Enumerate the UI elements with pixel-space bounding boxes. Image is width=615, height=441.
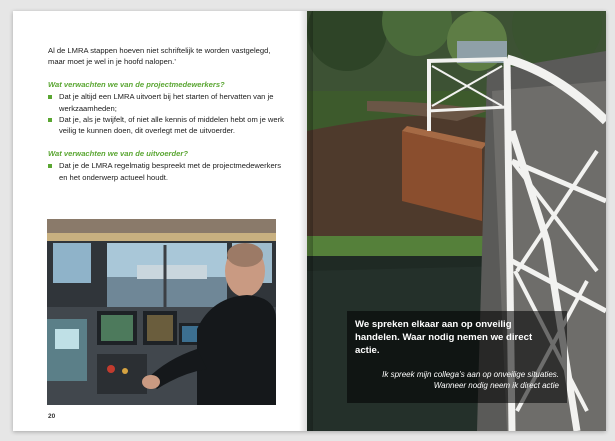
quote-sub: Ik spreek mijn collega’s aan op onveilige situaties. Wanneer nodig neem ik direct actie — [382, 370, 559, 390]
list-item: Dat je de LMRA regelmatig bespreekt met de projectmedewerkers en het onderwerp actueel houdt. — [48, 160, 284, 183]
list-item: Dat je altijd een LMRA uitvoert bij het starten of hervatten van je werkzaamheden; — [48, 91, 284, 114]
booklet-spread — [13, 11, 606, 431]
left-text-block — [48, 45, 284, 194]
projectmedewerkers-list — [48, 91, 284, 137]
left-page — [13, 11, 307, 431]
section-heading-uitvoerder: Wat verwachten we van de uitvoerder? — [48, 148, 188, 158]
section-heading-projectmedewerkers: Wat verwachten we van de projectmedewerkers? — [48, 79, 225, 89]
right-page — [307, 11, 606, 431]
wheelhouse-photo — [47, 219, 276, 405]
list-item: Dat je, als je twijfelt, of niet alle kennis of middelen hebt om je werk veilig te kunnen doen, dit overlegt met de uitvoerder. — [48, 114, 284, 137]
quote-main: We spreken elkaar aan op onveilig handelen. Waar nodig nemen we direct actie. — [355, 319, 533, 356]
uitvoerder-list — [48, 160, 284, 183]
page-number-left: 20 — [48, 413, 56, 420]
quote-box — [347, 311, 567, 403]
intro-paragraph: Al de LMRA stappen hoeven niet schriftelijk te worden vastgelegd, maar moet je wel in je hoofd nalopen.’ — [48, 46, 271, 67]
